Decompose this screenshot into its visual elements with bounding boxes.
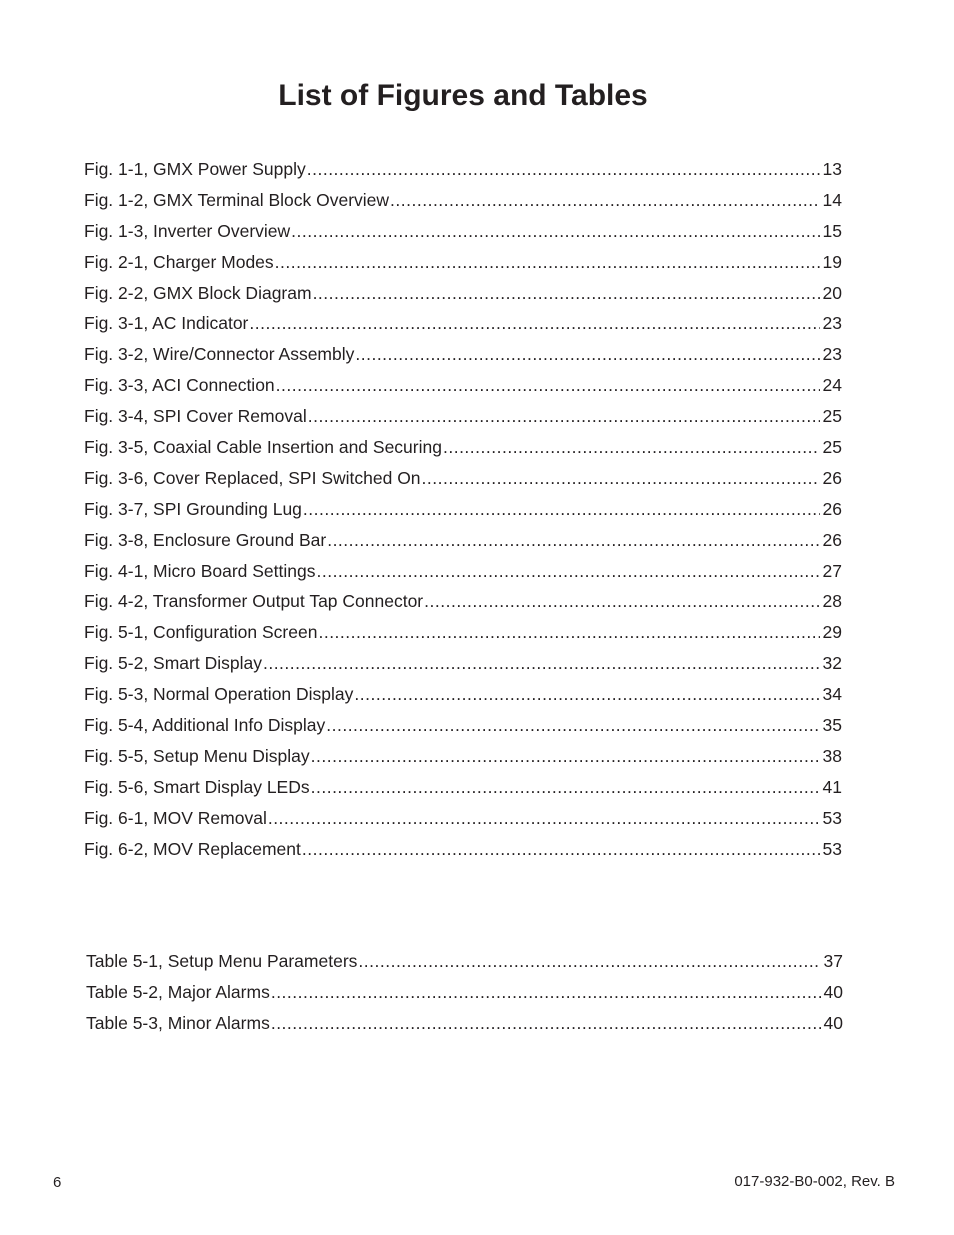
figure-entry[interactable] [84,741,842,772]
figure-label: Fig. 3-3, ACI Connection [84,375,275,396]
figure-entry[interactable] [84,278,842,309]
dot-leader [249,308,819,339]
figure-entry[interactable] [84,247,842,278]
figure-page-number: 25 [822,406,842,427]
dot-leader [303,494,820,525]
figure-page-number: 20 [822,282,842,303]
figure-entry[interactable] [84,432,842,463]
figure-label: Fig. 3-2, Wire/Connector Assembly [84,344,355,365]
figure-label: Fig. 2-2, GMX Block Diagram [84,282,312,303]
footer-document-id: 017-932-B0-002, Rev. B [734,1173,895,1190]
figure-page-number: 13 [822,159,842,179]
figure-entry[interactable] [84,772,842,803]
figure-label: Fig. 3-7, SPI Grounding Lug [84,498,302,519]
figure-label: Fig. 1-3, Inverter Overview [84,220,291,241]
dot-leader [302,834,820,865]
figure-page-number: 27 [822,560,842,581]
dot-leader [311,772,820,803]
figure-page-number: 14 [822,189,842,210]
dot-leader [422,463,820,494]
figure-entry[interactable] [84,834,842,865]
figure-page-number: 41 [822,776,842,797]
table-entry[interactable] [86,977,843,1008]
figure-label: Fig. 3-5, Coaxial Cable Insertion and Securing [84,437,442,458]
figure-page-number: 25 [822,437,842,458]
dot-leader [271,977,821,1008]
figure-label: Fig. 4-2, Transformer Output Tap Connector [84,591,424,612]
dot-leader [311,741,820,772]
footer-page-number: 6 [53,1174,62,1191]
dot-leader [318,617,819,648]
figure-label: Fig. 3-4, SPI Cover Removal [84,406,307,427]
figure-entry[interactable] [84,648,842,679]
dot-leader [275,247,820,278]
figure-entry[interactable] [84,401,842,432]
table-entry[interactable] [86,1008,843,1039]
figure-page-number: 23 [822,344,842,365]
table-label: Table 5-2, Major Alarms [86,981,270,1002]
figure-entry[interactable] [84,463,842,494]
figure-label: Fig. 4-1, Micro Board Settings [84,560,316,581]
figure-entry[interactable] [84,586,842,617]
figure-entry[interactable] [84,308,842,339]
dot-leader [358,946,820,977]
dot-leader [424,586,819,617]
table-label: Table 5-1, Setup Menu Parameters [86,951,358,971]
figure-entry[interactable] [84,803,842,834]
dot-leader [326,710,819,741]
figure-page-number: 34 [822,684,842,705]
figure-page-number: 35 [822,715,842,736]
figure-page-number: 15 [822,220,842,241]
tables-list [86,946,843,1039]
figure-entry[interactable] [84,339,842,370]
figure-label: Fig. 3-8, Enclosure Ground Bar [84,529,327,550]
figure-label: Fig. 5-3, Normal Operation Display [84,684,354,705]
figure-entry[interactable] [84,710,842,741]
figure-entry[interactable] [84,185,842,216]
figure-label: Fig. 5-2, Smart Display [84,653,262,674]
figure-page-number: 23 [822,313,842,334]
table-entry[interactable] [86,946,843,977]
dot-leader [316,556,819,587]
table-page-number: 40 [823,1012,843,1033]
figure-page-number: 53 [822,838,842,859]
figure-page-number: 29 [822,622,842,643]
figure-label: Fig. 6-2, MOV Replacement [84,838,301,859]
table-page-number: 37 [823,951,843,971]
figure-label: Fig. 6-1, MOV Removal [84,807,267,828]
table-page-number: 40 [823,981,843,1002]
figure-entry[interactable] [84,216,842,247]
figure-label: Fig. 1-1, GMX Power Supply [84,159,306,179]
figure-entry[interactable] [84,617,842,648]
figure-page-number: 38 [822,745,842,766]
dot-leader [271,1008,821,1039]
figure-label: Fig. 5-6, Smart Display LEDs [84,776,310,797]
figure-entry[interactable] [84,370,842,401]
figure-page-number: 26 [822,467,842,488]
dot-leader [443,432,820,463]
table-label: Table 5-3, Minor Alarms [86,1012,270,1033]
dot-leader [308,401,820,432]
figure-label: Fig. 1-2, GMX Terminal Block Overview [84,189,390,210]
dot-leader [313,278,820,309]
figure-entry[interactable] [84,679,842,710]
figure-page-number: 26 [822,498,842,519]
figure-label: Fig. 3-6, Cover Replaced, SPI Switched On [84,467,421,488]
dot-leader [390,185,819,216]
figure-page-number: 28 [822,591,842,612]
figure-entry[interactable] [84,154,842,185]
figure-page-number: 24 [822,375,842,396]
dot-leader [268,803,820,834]
figure-label: Fig. 2-1, Charger Modes [84,251,274,272]
dot-leader [291,216,819,247]
figure-entry[interactable] [84,525,842,556]
figure-entry[interactable] [84,556,842,587]
page-title: List of Figures and Tables [278,79,648,112]
dot-leader [307,154,820,185]
figure-label: Fig. 5-4, Additional Info Display [84,715,326,736]
dot-leader [354,679,819,710]
dot-leader [263,648,820,679]
figure-entry[interactable] [84,494,842,525]
figures-list [84,154,842,864]
figure-label: Fig. 3-1, AC Indicator [84,313,249,334]
figure-page-number: 53 [822,807,842,828]
figure-label: Fig. 5-1, Configuration Screen [84,622,318,643]
figure-label: Fig. 5-5, Setup Menu Display [84,745,310,766]
figure-page-number: 19 [822,251,842,272]
dot-leader [276,370,820,401]
dot-leader [355,339,819,370]
figure-page-number: 26 [822,529,842,550]
figure-page-number: 32 [822,653,842,674]
dot-leader [327,525,819,556]
